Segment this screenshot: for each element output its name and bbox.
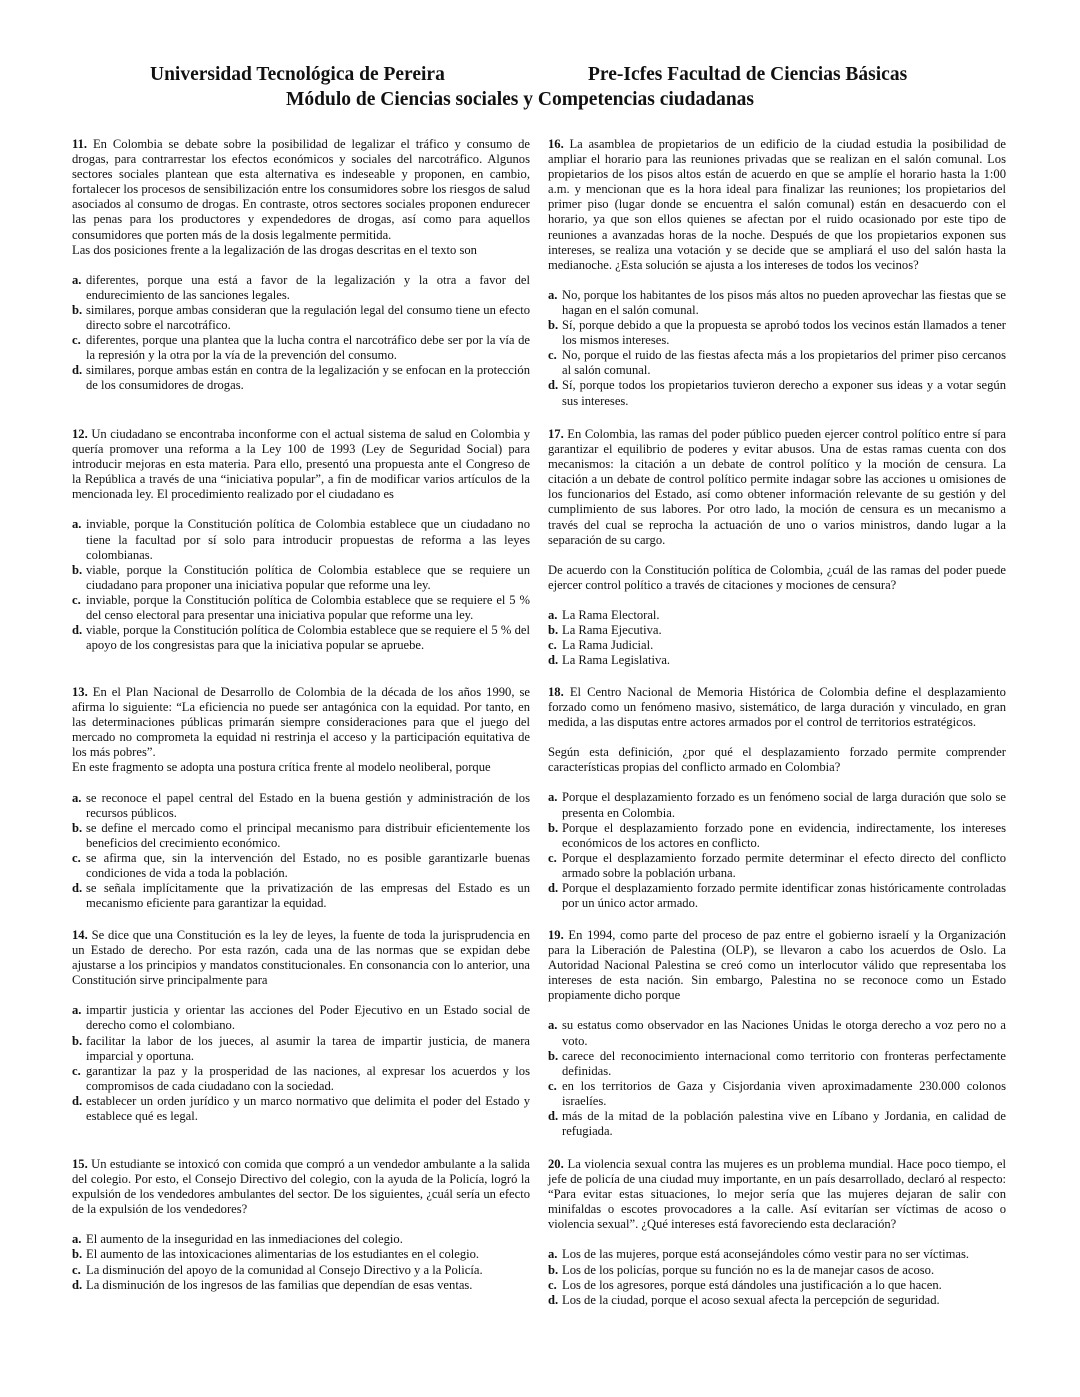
option-letter: a. xyxy=(72,1003,82,1018)
answer-option[interactable] xyxy=(548,653,1006,668)
stem-text: En Colombia se debate sobre la posibilidad de legalizar el tráfico y consumo de drogas, para contrarrestar los efectos económicos y sociales del narcotráfico. Algunos sectores sociales plantean que esta alternativa es indeseable y proponen, en cambio, fortalecer los procesos de sensibilización entre los consumidores sobre los riesgos de salud asociados al consumo de drogas. En contraste, otros sectores sociales proponen endurecer las penas para los productores y expendedores de drogas, así como para aquellos consumidores que porten más de la dosis legalmente permitida. xyxy=(72,137,531,242)
question-stem xyxy=(548,427,1006,548)
option-text: carece del reconocimiento internacional como territorio con fronteras perfectamente definidas. xyxy=(562,1048,1006,1078)
question-number: 18. xyxy=(548,685,564,699)
answer-options xyxy=(72,273,530,394)
answer-option[interactable] xyxy=(72,1094,530,1124)
option-letter: b. xyxy=(548,820,559,835)
spacer xyxy=(548,548,1006,563)
answer-options xyxy=(548,1018,1006,1139)
option-text: más de la mitad de la población palestina vive en Líbano y Jordania, en calidad de refugiada. xyxy=(562,1109,1006,1139)
spacer xyxy=(72,776,530,791)
option-text: Sí, porque debido a que la propuesta se aprobó todos los vecinos están llamados a tener los mismos intereses. xyxy=(562,318,1006,348)
option-text: Los de los agresores, porque está dándoles una justificación a lo que hacen. xyxy=(562,1277,942,1292)
answer-options xyxy=(72,1232,530,1292)
question-number: 16. xyxy=(548,137,564,151)
question-stem xyxy=(72,427,530,502)
option-letter: a. xyxy=(548,1247,558,1262)
option-text: La disminución de los ingresos de las familias que dependían de esas ventas. xyxy=(86,1277,473,1292)
option-text: establecer un orden jurídico y un marco normativo que delimita el poder del Estado y establece qué es legal. xyxy=(86,1093,530,1124)
spacer xyxy=(548,1003,1006,1018)
header-module: Módulo de Ciencias sociales y Competencias ciudadanas xyxy=(286,89,755,110)
answer-option[interactable] xyxy=(72,821,530,851)
option-letter: d. xyxy=(72,363,83,378)
option-letter: d. xyxy=(548,378,559,393)
option-text: Porque el desplazamiento forzado permite determinar el efecto directo del conflicto armado sobre la población urbana. xyxy=(562,850,1006,880)
stem-text: La violencia sexual contra las mujeres es un problema mundial. Hace poco tiempo, el jefe de policía de una ciudad muy importante, en un país desarrollado, declaró al respecto: “Para evitar estas situaciones, lo mejor sería que las mujeres dejaran de salir con minifaldas o escotes provocadores a la calle. Así evitarían ser víctimas de acoso o violencia sexual”. ¿Qué intereses está favoreciendo esta declaración? xyxy=(548,1157,1006,1232)
option-text: se reconoce el papel central del Estado en la buena gestión y administración de los recursos públicos. xyxy=(86,790,530,820)
question-stem xyxy=(72,685,530,760)
option-letter: d. xyxy=(72,623,83,638)
option-letter: a. xyxy=(548,1018,558,1033)
question-stem xyxy=(548,563,1006,593)
option-text: Porque el desplazamiento forzado es un fenómeno social de larga duración que solo se presenta en Colombia. xyxy=(562,790,1006,820)
stem-text: De acuerdo con la Constitución política de Colombia, ¿cuál de las ramas del poder puede ejercer control político a través de citaciones y mociones de censura? xyxy=(548,562,1006,592)
option-letter: d. xyxy=(72,1093,83,1108)
answer-options xyxy=(548,608,1006,668)
question-stem xyxy=(548,137,1006,273)
option-letter: b. xyxy=(72,820,83,835)
answer-option[interactable] xyxy=(72,303,530,333)
option-letter: b. xyxy=(72,1247,83,1262)
answer-option[interactable] xyxy=(548,1049,1006,1079)
option-letter: d. xyxy=(548,1109,559,1124)
option-letter: d. xyxy=(548,881,559,896)
option-text: facilitar la labor de los jueces, al asumir la tarea de impartir justicia, de manera imparcial y oportuna. xyxy=(86,1033,530,1063)
answer-option[interactable] xyxy=(548,608,1006,623)
answer-option[interactable] xyxy=(72,1003,530,1033)
question-13 xyxy=(72,685,530,911)
option-letter: b. xyxy=(548,623,559,638)
spacer xyxy=(72,1217,530,1232)
option-letter: b. xyxy=(72,302,83,317)
answer-option[interactable] xyxy=(548,790,1006,820)
answer-option[interactable] xyxy=(548,1247,1006,1262)
option-letter: c. xyxy=(72,1063,81,1078)
option-letter: d. xyxy=(548,1292,559,1307)
option-letter: c. xyxy=(72,850,81,865)
option-text: Porque el desplazamiento forzado permite identificar zonas históricamente controladas por un único actor armado. xyxy=(562,881,1006,911)
option-letter: c. xyxy=(72,592,81,607)
option-text: en los territorios de Gaza y Cisjordania viven aproximadamente 230.000 colonos israelíes. xyxy=(562,1078,1006,1108)
spacer xyxy=(72,258,530,273)
header-faculty: Pre-Icfes Facultad de Ciencias Básicas xyxy=(588,64,908,85)
answer-option[interactable] xyxy=(548,288,1006,318)
option-letter: a. xyxy=(72,517,82,532)
option-letter: b. xyxy=(72,1033,83,1048)
stem-text: El Centro Nacional de Memoria Histórica de Colombia define el desplazamiento forzado como un fenómeno masivo, sistemático, de larga duración y vinculado, en gran medida, a las disputas entre actores armados por el control de territorios estratégicos. xyxy=(548,685,1006,730)
answer-option[interactable] xyxy=(72,881,530,911)
question-11 xyxy=(72,137,530,394)
option-text: La Rama Ejecutiva. xyxy=(562,623,662,638)
option-letter: a. xyxy=(548,790,558,805)
option-text: La Rama Judicial. xyxy=(562,638,654,653)
option-text: viable, porque la Constitución política de Colombia establece que se requiere un ciudadano para proponer una iniciativa popular que reforme una ley. xyxy=(86,562,530,592)
option-text: diferentes, porque una plantea que la lucha contra el narcotráfico debe ser por la vía de la represión y la otra por la vía de la prevención del consumo. xyxy=(86,333,530,363)
spacer xyxy=(72,502,530,517)
question-number: 15. xyxy=(72,1157,88,1171)
option-text: Los de las mujeres, porque está aconsejándoles cómo vestir para no ser víctimas. xyxy=(562,1247,970,1262)
stem-text: En Colombia, las ramas del poder público pueden ejercer control político entre sí para garantizar el equilibrio de poderes y evitar abusos. Una de estas ramas cuenta con dos mecanismos: la citación a un debate de control político y la moción de censura. La citación a un debate de control político permite indagar sobre las acciones u omisiones de los funcionarios del Estado, así como obtener información relevante de su gestión y del cumplimiento de sus labores. Por otro lado, la moción de censura es un mecanismo a través del cual se reprocha la actuación de uno o varios ministros, dando lugar a la separación de su cargo. xyxy=(548,427,1006,547)
answer-option[interactable] xyxy=(72,517,530,562)
option-letter: a. xyxy=(548,607,558,622)
question-number: 13. xyxy=(72,685,88,699)
option-text: La Rama Legislativa. xyxy=(562,653,671,668)
option-text: Los de los policías, porque su función no es la de manejar casos de acoso. xyxy=(562,1262,935,1277)
option-letter: d. xyxy=(548,653,559,668)
question-stem xyxy=(548,745,1006,775)
question-number: 17. xyxy=(548,427,564,441)
answer-option[interactable] xyxy=(548,378,1006,408)
question-stem xyxy=(548,685,1006,730)
question-20 xyxy=(548,1157,1006,1308)
option-letter: a. xyxy=(548,287,558,302)
option-text: diferentes, porque una está a favor de la legalización y la otra a favor del endurecimiento de las sanciones legales. xyxy=(86,272,530,302)
option-letter: c. xyxy=(548,1078,557,1093)
option-text: No, porque el ruido de las fiestas afecta más a los propietarios del primer piso cercanos al salón comunal. xyxy=(562,348,1006,378)
answer-option[interactable] xyxy=(548,348,1006,378)
option-letter: d. xyxy=(72,881,83,896)
option-letter: a. xyxy=(72,790,82,805)
option-text: se define el mercado como el principal mecanismo para distribuir eficientemente los beneficios del crecimiento económico. xyxy=(86,820,530,850)
stem-text: Un ciudadano se encontraba inconforme con el actual sistema de salud en Colombia y quería promover una reforma a la Ley 100 de 1993 (Ley de Seguridad Social) para introducir mejoras en esta materia. Para ello, presentó una propuesta ante el Congreso de la República a través de una “iniciativa popular”, a fin de modificar varios artículos de la mencionada ley. El procedimiento realizado por el ciudadano es xyxy=(72,427,530,502)
option-text: su estatus como observador en las Naciones Unidas le otorga derecho a voz pero no a voto. xyxy=(562,1018,1006,1048)
answer-option[interactable] xyxy=(72,363,530,393)
answer-option[interactable] xyxy=(72,1247,530,1262)
stem-text: Un estudiante se intoxicó con comida que compró a un vendedor ambulante a la salida del colegio. Por esto, el Consejo Directivo del colegio, con la ayuda de la Policía, logró la expulsión de los vendedores ambulantes del sector. De los siguientes, ¿cuál sería un efecto de la expulsión de los vendedores? xyxy=(72,1157,530,1217)
question-14 xyxy=(72,928,530,1124)
stem-text: En 1994, como parte del proceso de paz entre el gobierno israelí y la Organización para la Liberación de Palestina (OLP), se llevaron a cabo los acuerdos de Oslo. La Autoridad Nacional Palestina se creó como un interlocutor válido que representaba los intereses de esta nación. Sin embargo, Palestina no se reconoce como un Estado propiamente dicho porque xyxy=(548,928,1006,1003)
answer-options xyxy=(72,791,530,912)
option-letter: b. xyxy=(72,562,83,577)
option-text: Porque el desplazamiento forzado pone en evidencia, indirectamente, los intereses económicos de los actores en conflicto. xyxy=(562,820,1006,850)
header-university: Universidad Tecnológica de Pereira xyxy=(150,64,445,85)
answer-options xyxy=(548,790,1006,911)
option-text: inviable, porque la Constitución política de Colombia establece que un ciudadano no tiene la facultad por sí solo para introducir propuestas de reforma a las leyes colombianas. xyxy=(86,517,530,562)
option-text: La Rama Electoral. xyxy=(562,607,660,622)
answer-option[interactable] xyxy=(72,1232,530,1247)
answer-option[interactable] xyxy=(548,1018,1006,1048)
answer-options xyxy=(548,288,1006,409)
answer-options xyxy=(72,1003,530,1124)
question-19 xyxy=(548,928,1006,1139)
question-stem xyxy=(72,760,530,775)
stem-text: Las dos posiciones frente a la legalización de las drogas descritas en el texto son xyxy=(72,242,477,257)
option-text: inviable, porque la Constitución política de Colombia establece que se requiere el 5 % del censo electoral para presentar una iniciativa popular que reforme una ley. xyxy=(86,592,530,623)
question-number: 14. xyxy=(72,928,88,942)
answer-option[interactable] xyxy=(72,791,530,821)
answer-option[interactable] xyxy=(72,333,530,363)
option-letter: c. xyxy=(548,850,557,865)
answer-option[interactable] xyxy=(548,851,1006,881)
question-stem xyxy=(72,1157,530,1217)
answer-options xyxy=(548,1247,1006,1307)
option-letter: c. xyxy=(548,348,557,363)
question-number: 12. xyxy=(72,427,88,441)
option-text: viable, porque la Constitución política de Colombia establece que se requiere el 5 % del apoyo de los congresistas para que la iniciativa popular se apruebe. xyxy=(86,623,530,653)
question-stem xyxy=(72,243,530,258)
answer-option[interactable] xyxy=(548,623,1006,638)
spacer xyxy=(548,730,1006,745)
answer-option[interactable] xyxy=(548,881,1006,911)
answer-option[interactable] xyxy=(72,1263,530,1278)
option-letter: c. xyxy=(548,638,557,653)
answer-option[interactable] xyxy=(72,851,530,881)
option-letter: c. xyxy=(72,333,81,348)
spacer xyxy=(548,273,1006,288)
spacer xyxy=(548,1232,1006,1247)
answer-option[interactable] xyxy=(72,623,530,653)
answer-option[interactable] xyxy=(72,273,530,303)
answer-option[interactable] xyxy=(548,1079,1006,1109)
question-number: 11. xyxy=(72,137,88,151)
answer-option[interactable] xyxy=(548,638,1006,653)
option-letter: b. xyxy=(548,1262,559,1277)
option-text: se afirma que, sin la intervención del Estado, no es posible garantizarle buenas condiciones de vida a toda la población. xyxy=(86,850,530,881)
option-text: impartir justicia y orientar las acciones del Poder Ejecutivo en un Estado social de derecho como el colombiano. xyxy=(86,1003,530,1033)
stem-text: Se dice que una Constitución es la ley de leyes, la fuente de toda la jurisprudencia en un Estado de derecho. Por esta razón, cada una de las normas que se expidan debe ajustarse a los principios y mandatos constitucionales. En consonancia con lo anterior, una Constitución sirve principalmente para xyxy=(72,928,530,988)
option-text: Sí, porque todos los propietarios tuvieron derecho a exponer sus ideas y a votar según sus intereses. xyxy=(562,378,1006,408)
option-text: se señala implícitamente que la privatización de las empresas del Estado es un mecanismo eficiente para garantizar la equidad. xyxy=(86,881,530,911)
answer-option[interactable] xyxy=(548,821,1006,851)
question-stem xyxy=(548,928,1006,1003)
question-number: 19. xyxy=(548,928,564,942)
question-16 xyxy=(548,137,1006,409)
option-letter: c. xyxy=(72,1262,81,1277)
option-text: garantizar la paz y la prosperidad de las naciones, al expresar los acuerdos y los compromisos de cada ciudadano con la sociedad. xyxy=(86,1063,530,1093)
option-letter: d. xyxy=(72,1277,83,1292)
answer-option[interactable] xyxy=(72,1064,530,1094)
option-text: La disminución del apoyo de la comunidad al Consejo Directivo y a la Policía. xyxy=(86,1262,483,1277)
question-17 xyxy=(548,427,1006,668)
option-text: No, porque los habitantes de los pisos más altos no pueden aprovechar las fiestas que se hagan en el salón comunal. xyxy=(562,287,1006,317)
answer-option[interactable] xyxy=(72,1278,530,1293)
question-12 xyxy=(72,427,530,653)
answer-option[interactable] xyxy=(548,318,1006,348)
question-stem xyxy=(72,928,530,988)
option-text: El aumento de las intoxicaciones alimentarias de los estudiantes en el colegio. xyxy=(86,1247,480,1262)
answer-option[interactable] xyxy=(548,1109,1006,1139)
stem-text: La asamblea de propietarios de un edificio de la ciudad estudia la posibilidad de ampliar el horario para las reuniones privadas que se realizan en el salón comunal. Los propietarios de los pisos altos están de acuerdo en que se amplíe el horario hasta la 1:00 a.m. y mencionan que es la hora ideal para finalizar las reuniones; los propietarios del primer piso (lugar donde se encuentra el salón comunal) están en desacuerdo con el horario, ya que son ellos quienes se afectan por el ruido ocasionado por este tipo de reuniones a avanzadas horas de la noche. Después de que los propietarios exponen sus intereses, se realiza una votación y se decide que se ampliará el uso del salón hasta la medianoche. ¿Esta solución se ajusta a los intereses de todos los vecinos? xyxy=(548,137,1006,272)
answer-option[interactable] xyxy=(72,593,530,623)
question-18 xyxy=(548,685,1006,911)
answer-option[interactable] xyxy=(548,1278,1006,1293)
spacer xyxy=(548,775,1006,790)
option-text: similares, porque ambas están en contra de la legalización y se enfocan en la protección de los consumidores de drogas. xyxy=(86,363,530,393)
option-text: El aumento de la inseguridad en las inmediaciones del colegio. xyxy=(86,1232,403,1247)
stem-text: En el Plan Nacional de Desarrollo de Colombia de la década de los años 1990, se afirma lo siguiente: “La eficiencia no puede ser antagónica con la equidad. Por tanto, en las determinaciones públicas primarán siempre consideraciones para que el juego del mercado no comprometa la equidad ni restrinja el acceso y la participación equitativa de los más pobres”. xyxy=(72,685,530,760)
option-letter: b. xyxy=(548,318,559,333)
spacer xyxy=(548,593,1006,608)
answer-options xyxy=(72,517,530,653)
question-15 xyxy=(72,1157,530,1293)
option-letter: a. xyxy=(72,272,82,287)
option-text: Los de la ciudad, porque el acoso sexual afecta la percepción de seguridad. xyxy=(562,1292,940,1307)
question-number: 20. xyxy=(548,1157,564,1171)
answer-option[interactable] xyxy=(72,1034,530,1064)
stem-text: Según esta definición, ¿por qué el desplazamiento forzado permite comprender características propias del conflicto armado en Colombia? xyxy=(548,745,1006,775)
spacer xyxy=(72,988,530,1003)
option-text: similares, porque ambas consideran que la regulación legal del consumo tiene un efecto directo sobre el narcotráfico. xyxy=(86,302,530,333)
answer-option[interactable] xyxy=(548,1263,1006,1278)
answer-option[interactable] xyxy=(548,1293,1006,1308)
option-letter: b. xyxy=(548,1048,559,1063)
answer-option[interactable] xyxy=(72,563,530,593)
question-stem xyxy=(72,137,530,243)
stem-text: En este fragmento se adopta una postura crítica frente al modelo neoliberal, porque xyxy=(72,760,491,775)
option-letter: c. xyxy=(548,1277,557,1292)
question-stem xyxy=(548,1157,1006,1232)
option-letter: a. xyxy=(72,1232,82,1247)
